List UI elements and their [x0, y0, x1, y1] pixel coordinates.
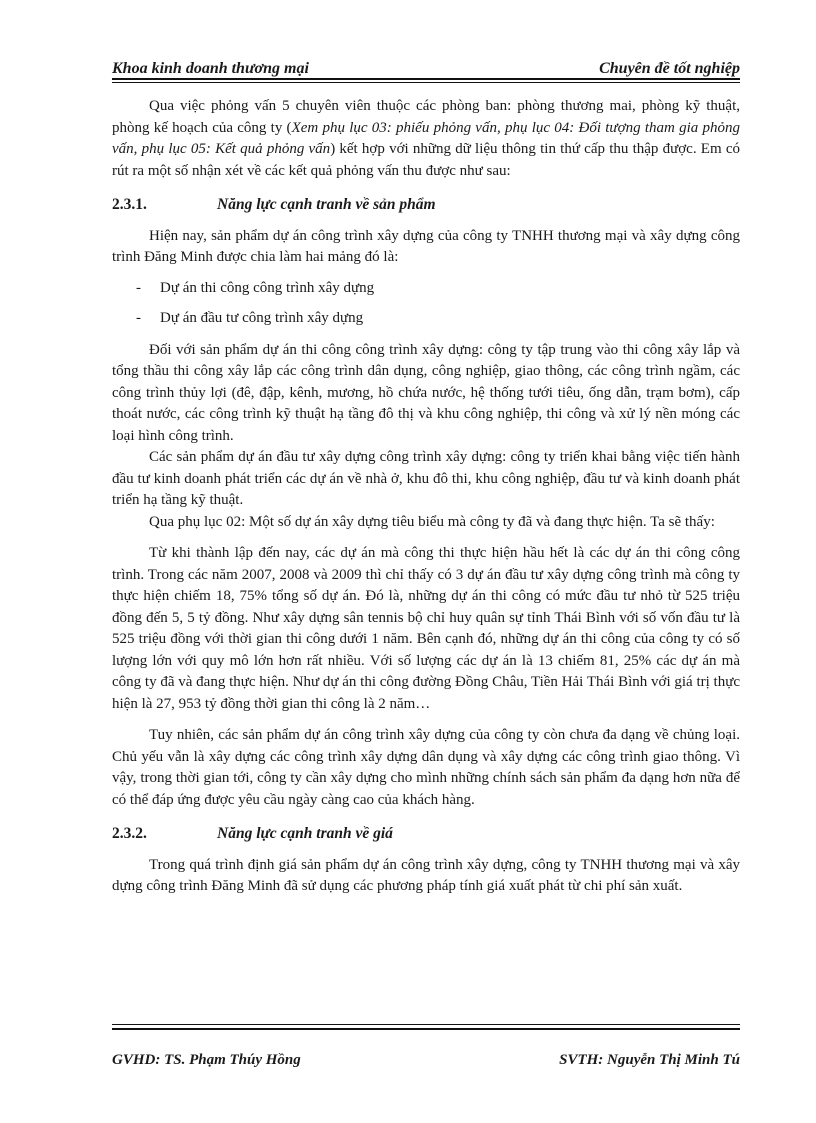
- paragraph: Trong quá trình định giá sản phẩm dự án công trình xây dựng, công ty TNHH thương mại và xây dựng công trình Đăng Minh đã sử dụng các phương pháp tính giá xuất phát từ chi phí sản xuất.: [112, 856, 740, 894]
- header-rule-thick: [112, 78, 740, 80]
- bullet-dash: -: [136, 279, 141, 296]
- footer-supervisor: GVHD: TS. Phạm Thúy Hồng: [112, 1052, 301, 1068]
- footer-rule-thin: [112, 1024, 740, 1025]
- paragraph: Tuy nhiên, các sản phẩm dự án công trình xây dựng của công ty còn chưa đa dạng về chủng loại. Chủ yếu vẫn là xây dựng các công trình xây dựng dân dụng và xây dựng các công trình giao thông. Vì vậy, trong thời gian tới, công ty cần xây dựng cho mình những chính sách sản phẩm đa dạng hơn nữa để có thể đáp ứng được yêu cầu ngày càng cao của khách hàng.: [112, 727, 740, 808]
- intro-paragraph: [112, 96, 740, 182]
- section-heading-2-3-2: [112, 823, 740, 845]
- intro-text-1: Qua việc phỏng vấn 5 chuyên viên thuộc các phòng ban: phòng thương mai, phòng kỹ thuật, phòng kế hoạch của công ty (: [112, 98, 740, 136]
- header-faculty: Khoa kinh doanh thương mại: [112, 60, 309, 77]
- paragraph: Đối với sản phẩm dự án thi công công trình xây dựng: công ty tập trung vào thi công xây lắp và tổng thầu thi công xây lắp các công trình dân dụng, công nghiệp, giao thông, các công trình ngầm, các công trình thủy lợi (đê, đập, kênh, mương, hồ chứa nước, hệ thống tưới tiêu, ống dẫn, trạm bơm), cấp thoát nước, các công trình kỹ thuật hạ tầng đô thị và khu công nghiệp, thi công và xử lý nền móng các loại hình công trình.: [112, 341, 740, 444]
- intro-text-2: ) kết hợp với những dữ liệu thông tin thứ cấp thu thập được. Em có rút ra một số nhận xét về các kết quả phỏng vấn thu được như sau:: [112, 141, 741, 179]
- paragraph: Qua phụ lục 02: Một số dự án xây dựng tiêu biểu mà công ty đã và đang thực hiện. Ta sẽ thấy:: [149, 513, 715, 530]
- header-doc-type: Chuyên đề tốt nghiệp: [599, 60, 740, 77]
- paragraph: Các sản phẩm dự án đầu tư xây dựng công trình xây dựng: công ty triển khai bằng việc tiến hành đầu tư kinh doanh phát triển các dự án về nhà ở, khu đô thi, khu công nghiệp, đầu tư và kinh doanh phát triển hạ tầng kỹ thuật.: [112, 449, 740, 508]
- page-footer: [112, 1052, 740, 1069]
- bullet-text: Dự án đầu tư công trình xây dựng: [160, 310, 364, 326]
- section-title: Năng lực cạnh tranh về giá: [217, 825, 393, 842]
- intro-appendix-ref: Xem phụ lục 03: phiếu phỏng vấn, phụ lục 04: Đối tượng tham gia phỏng vấn, phụ lục 05: Kết quả phỏng vấn: [112, 119, 740, 157]
- section-title: Năng lực cạnh tranh về sản phẩm: [217, 196, 436, 213]
- bullet-item: [112, 278, 740, 300]
- footer-student: SVTH: Nguyễn Thị Minh Tú: [559, 1052, 740, 1068]
- page-header: [112, 50, 740, 78]
- section-number: 2.3.2.: [112, 825, 147, 842]
- footer-rule-thick: [112, 1028, 740, 1030]
- section-heading-2-3-1: [112, 194, 740, 216]
- header-rule-thin: [112, 82, 740, 83]
- paragraph: Hiện nay, sản phẩm dự án công trình xây dựng của công ty TNHH thương mại và xây dựng công trình Đăng Minh được chia làm hai mảng đó là:: [112, 227, 740, 265]
- document-body: [112, 96, 740, 898]
- bullet-dash: -: [136, 310, 141, 326]
- section-number: 2.3.1.: [112, 196, 147, 213]
- paragraph: Từ khi thành lập đến nay, các dự án mà công thi thực hiện hầu hết là các dự án thi công công trình. Trong các năm 2007, 2008 và 2009 thì chỉ thấy có 3 dự án đầu tư xây dựng công trình mà công ty thực hiện chiếm 18, 75% tổng số dự án. Đó là, những dự án thi công có mức đầu tư nhỏ từ 525 triệu đồng đến 5, 5 tỷ đồng. Như xây dựng sân tennis bộ chỉ huy quân sự tỉnh Thái Bình với số vốn đầu tư là 525 triệu đồng với thời gian thi công dưới 1 năm. Bên cạnh đó, những dự án thi công của công ty có số lượng lớn với quy mô lớn hơn rất nhiều. Với số lượng các dự án là 13 chiếm 81, 25% các dự án mà công ty đã và đang thực hiện. Như dự án thi công đường Đồng Châu, Tiền Hải Thái Bình với giá trị thực hiện là 27, 953 tỷ đồng thời gian thi công là 2 năm…: [112, 545, 740, 712]
- bullet-item: [112, 308, 740, 330]
- bullet-text: Dự án thi công công trình xây dựng: [160, 279, 375, 296]
